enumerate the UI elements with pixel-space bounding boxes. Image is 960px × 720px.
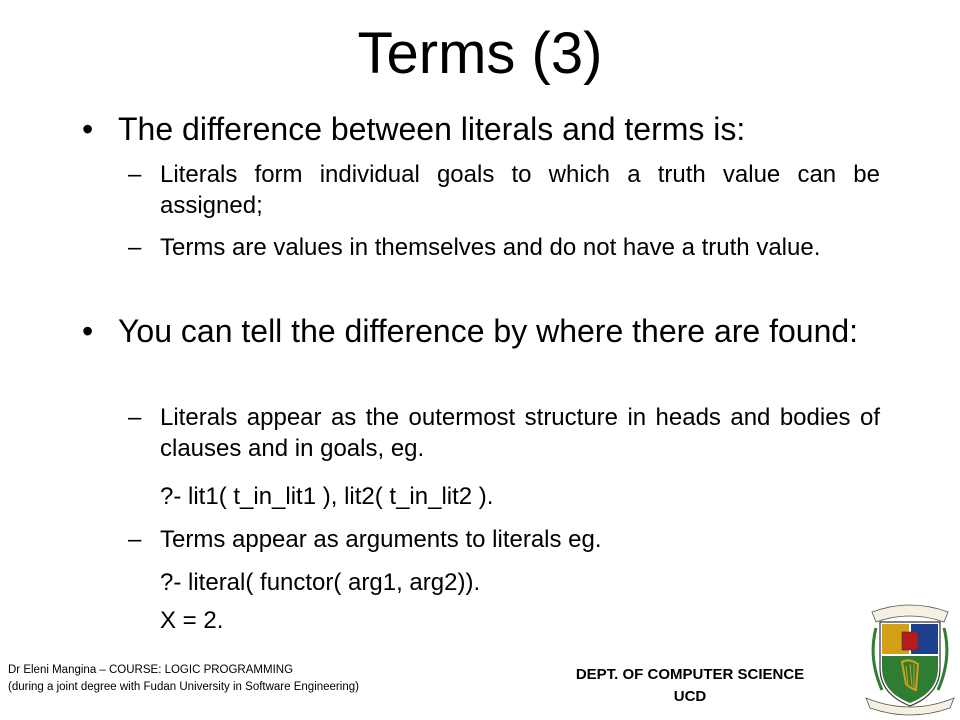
dash-marker: – (128, 526, 142, 553)
subpoint-2-1-text: Literals appear as the outermost structure in heads and bodies of clauses and in goals, eg. (160, 404, 880, 462)
footer-note-line: (during a joint degree with Fudan University in Software Engineering) (8, 681, 359, 693)
bullet-2-text: You can tell the difference by where there are found: (118, 313, 859, 349)
code-line-2: ?- literal( functor( arg1, arg2)). (160, 569, 481, 596)
footer-author (8, 662, 359, 696)
subpoint-2-2-text: Terms appear as arguments to literals eg. (160, 526, 602, 553)
slide-title: Terms (3) (357, 21, 603, 86)
subpoint-1-1-text: Literals form individual goals to which a truth value can be assigned; (160, 161, 880, 219)
code-line-3: X = 2. (160, 607, 224, 634)
footer-dept-line2: UCD (673, 688, 707, 705)
bullet-marker: • (82, 111, 94, 147)
bullet-marker: • (82, 313, 94, 349)
dash-marker: – (128, 404, 142, 431)
bullet-1-text: The difference between literals and terms is: (118, 111, 746, 147)
dash-marker: – (128, 161, 142, 188)
footer-department (540, 664, 840, 708)
crest-green-field (882, 656, 938, 703)
subpoint-1-2-text: Terms are values in themselves and do not have a truth value. (160, 234, 821, 261)
code-line-1: ?- lit1( t_in_lit1 ), lit2( t_in_lit2 ). (160, 483, 494, 510)
dash-marker: – (128, 234, 142, 261)
ucd-crest-logo (862, 598, 958, 718)
crest-inescutcheon (902, 632, 918, 650)
crest-top-ribbon (872, 605, 948, 622)
footer-dept-line1: DEPT. OF COMPUTER SCIENCE (575, 666, 805, 683)
footer-author-line: Dr Eleni Mangina – COURSE: LOGIC PROGRAMMING (8, 664, 294, 676)
